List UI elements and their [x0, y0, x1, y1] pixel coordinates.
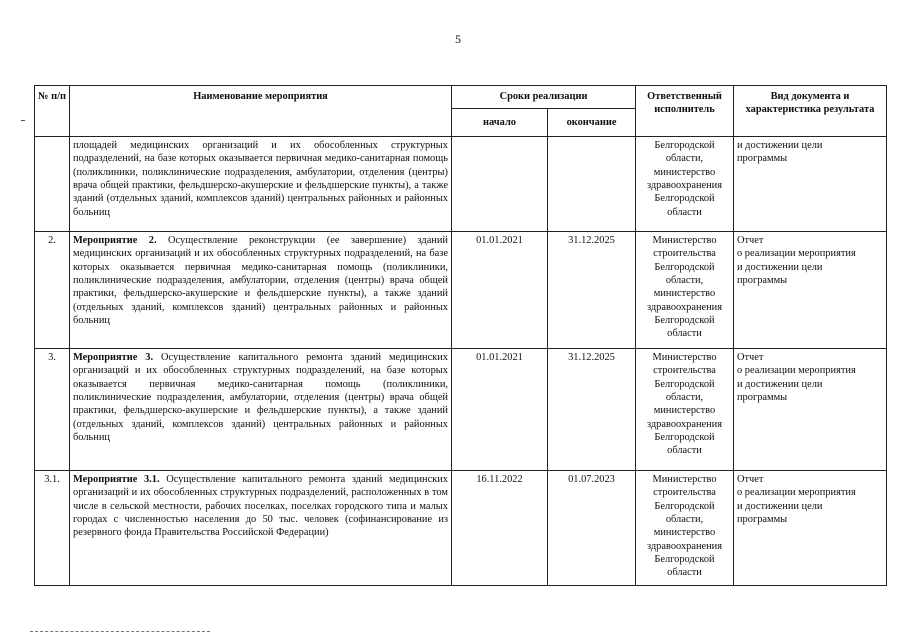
executor-line: области,: [665, 391, 704, 403]
document-line: Отчет: [737, 474, 764, 485]
header-doc-type: Вид документа и характеристика результата: [734, 86, 887, 137]
activity-description: Осуществление капитального ремонта зданий медицинских организаций и их обособленных структурных подразделений, расположенных в том числе в сельской местности, рабочих поселках, поселках городского типа и малых городах с численностью населения до 50 тыс. человек (софинансирование из резервного фонда Правительства Российской Федерации): [73, 474, 448, 539]
document-line: Отчет: [737, 352, 764, 363]
executor-line: здравоохранения: [646, 540, 723, 552]
header-end: окончание: [548, 109, 636, 137]
header-start: начало: [452, 109, 548, 137]
row-number: 3.1.: [35, 471, 70, 586]
activity-name: [70, 471, 452, 586]
document-line: и достижении цели: [737, 500, 823, 512]
executor-line: министерство: [653, 166, 716, 178]
footer-rule: [30, 631, 210, 632]
document-line: программы: [737, 274, 788, 286]
executor-line: области: [667, 328, 702, 340]
start-date: 01.01.2021: [452, 349, 548, 471]
header-num: № п/п: [35, 86, 70, 137]
document-line: программы: [737, 391, 788, 403]
executor-line: строительства: [653, 487, 716, 499]
activity-description: площадей медицинских организаций и их обособленных структурных подразделений, на базе которых оказывается первичная медико-санитарная помощь (поликлиники, поликлинические подразделения, амбулатории, отделения (центры) врача общей практики, фельдшерско-акушерские и фельдшерские пункты), а также зданий (отдельных зданий, комплексов зданий) центральных районных и районных больниц: [73, 140, 448, 218]
executor-line: здравоохранения: [646, 179, 723, 191]
executor-line: области: [667, 206, 702, 218]
executor-line: Министерство: [652, 474, 717, 485]
executor-line: Белгородской: [654, 314, 715, 326]
executor-line: области,: [665, 274, 704, 286]
document-line: Отчет: [737, 235, 764, 246]
executor-line: министерство: [653, 405, 716, 417]
row-number: 2.: [35, 232, 70, 349]
executor-line: области: [667, 445, 702, 457]
document-type: [734, 232, 887, 349]
executor-line: Министерство: [652, 352, 717, 363]
activities-table: [34, 85, 887, 586]
responsible-executor: [636, 232, 734, 349]
executor-line: здравоохранения: [646, 301, 723, 313]
executor-line: Белгородской: [654, 431, 715, 443]
document-line: и достижении цели: [737, 261, 823, 273]
executor-line: Белгородской: [654, 378, 715, 390]
document-line: и достижении цели: [737, 140, 823, 151]
activity-title: Мероприятие 2.: [73, 235, 157, 246]
margin-mark: [21, 120, 25, 121]
activity-name: [70, 137, 452, 232]
executor-line: министерство: [653, 527, 716, 539]
executor-line: Белгородской: [654, 500, 715, 512]
header-executor: Ответственный исполнитель: [636, 86, 734, 137]
document-type: [734, 349, 887, 471]
executor-line: строительства: [653, 248, 716, 260]
executor-line: министерство: [653, 288, 716, 300]
executor-line: здравоохранения: [646, 418, 723, 430]
executor-line: строительства: [653, 365, 716, 377]
start-date: [452, 137, 548, 232]
activity-title: Мероприятие 3.1.: [73, 474, 160, 485]
executor-line: области,: [665, 513, 704, 525]
executor-line: Белгородской: [654, 553, 715, 565]
executor-line: Белгородской: [654, 261, 715, 273]
responsible-executor: [636, 349, 734, 471]
end-date: 01.07.2023: [548, 471, 636, 586]
activity-name: [70, 349, 452, 471]
document-line: о реализации мероприятия: [737, 487, 856, 499]
document-line: программы: [737, 513, 788, 525]
responsible-executor: [636, 471, 734, 586]
end-date: 31.12.2025: [548, 349, 636, 471]
responsible-executor: [636, 137, 734, 232]
activity-description: Осуществление реконструкции (ее завершение) зданий медицинских организаций и их обособленных структурных подразделений, на базе которых оказывается первичная медико-санитарная помощь (поликлиники, поликлинические подразделения, амбулатории, отделения (центры) врача общей практики, фельдшерско-акушерские и фельдшерские пункты), а также зданий (отдельных зданий, комплексов зданий) центральных районных и районных больниц: [73, 235, 448, 326]
document-line: программы: [737, 153, 788, 165]
document-line: о реализации мероприятия: [737, 248, 856, 260]
executor-line: Министерство: [652, 235, 717, 246]
document-line: о реализации мероприятия: [737, 365, 856, 377]
end-date: 31.12.2025: [548, 232, 636, 349]
table-row: [35, 471, 887, 586]
row-number: 3.: [35, 349, 70, 471]
activity-name: [70, 232, 452, 349]
end-date: [548, 137, 636, 232]
header-name: Наименование мероприятия: [70, 86, 452, 137]
page-number: 5: [455, 32, 461, 46]
document-type: [734, 137, 887, 232]
activity-description: Осуществление капитального ремонта зданий медицинских организаций и их обособленных структурных подразделений, на базе которых оказывается первичная медико-санитарная помощь (поликлиники, поликлинические подразделения, амбулатории, отделения (центры) врача общей практики, фельдшерско-акушерские и фельдшерские пункты), а также зданий (отдельных зданий, комплексов зданий) центральных районных и районных больниц: [73, 352, 448, 443]
document-line: и достижении цели: [737, 378, 823, 390]
table-row: [35, 349, 887, 471]
executor-line: Белгородской: [654, 193, 715, 205]
row-number: [35, 137, 70, 232]
table-row: [35, 232, 887, 349]
start-date: 01.01.2021: [452, 232, 548, 349]
document-type: [734, 471, 887, 586]
start-date: 16.11.2022: [452, 471, 548, 586]
executor-line: области,: [665, 153, 704, 165]
table-row: [35, 137, 887, 232]
executor-line: области: [667, 567, 702, 579]
activity-title: Мероприятие 3.: [73, 352, 154, 363]
executor-line: Белгородской: [654, 140, 715, 151]
header-terms: Сроки реализации: [452, 86, 636, 109]
